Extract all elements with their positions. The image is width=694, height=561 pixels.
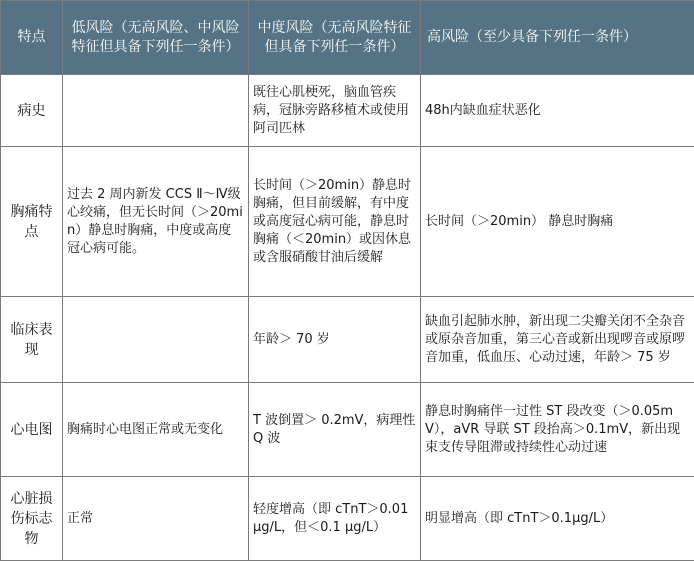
table-row	[1, 147, 694, 297]
cell-chest-pain-medium: 长时间（＞20min）静息时胸痛，但目前缓解，有中度或高度冠心病可能，静息时胸痛（＜20min）或因休息或含服硝酸甘油后缓解	[249, 147, 421, 297]
row-label-ecg: 心电图	[1, 383, 63, 477]
cell-marker-medium: 轻度增高（即 cTnT＞0.01μg/L，但＜0.1 μg/L）	[249, 477, 421, 561]
cell-clinical-low	[63, 297, 249, 383]
cell-marker-high: 明显增高（即 cTnT＞0.1μg/L）	[421, 477, 694, 561]
header-row	[1, 1, 694, 75]
table-row	[1, 75, 694, 147]
cell-chest-pain-high: 长时间（＞20min） 静息时胸痛	[421, 147, 694, 297]
cell-chest-pain-low: 过去 2 周内新发 CCS Ⅱ～Ⅳ级心绞痛，但无长时间（＞20min）静息时胸痛，中度或高度冠心病可能。	[63, 147, 249, 297]
row-label-cardiac-marker: 心脏损伤标志物	[1, 477, 63, 561]
cell-history-medium: 既往心肌梗死，脑血管疾病，冠脉旁路移植术或使用阿司匹林	[249, 75, 421, 147]
cell-ecg-high: 静息时胸痛伴一过性 ST 段改变（＞0.05mV），aVR 导联 ST 段抬高＞0.1mV，新出现束支传导阻滞或持续性心动过速	[421, 383, 694, 477]
header-medium-risk: 中度风险（无高风险特征但具备下列任一条件）	[249, 1, 421, 75]
cell-history-low	[63, 75, 249, 147]
header-feature: 特点	[1, 1, 63, 75]
cell-clinical-high: 缺血引起肺水肿，新出现二尖瓣关闭不全杂音或原杂音加重，第三心音或新出现啰音或原啰音加重，低血压、心动过速，年龄＞ 75 岁	[421, 297, 694, 383]
header-low-risk: 低风险（无高风险、中风险特征但具备下列任一条件）	[63, 1, 249, 75]
row-label-chest-pain: 胸痛特点	[1, 147, 63, 297]
cell-clinical-medium: 年龄＞ 70 岁	[249, 297, 421, 383]
row-label-clinical: 临床表现	[1, 297, 63, 383]
cell-history-high: 48h内缺血症状恶化	[421, 75, 694, 147]
cell-ecg-low: 胸痛时心电图正常或无变化	[63, 383, 249, 477]
table-row	[1, 477, 694, 561]
header-high-risk: 高风险（至少具备下列任一条件）	[421, 1, 694, 75]
table-row	[1, 297, 694, 383]
cell-ecg-medium: T 波倒置＞ 0.2mV，病理性 Q 波	[249, 383, 421, 477]
cell-marker-low: 正常	[63, 477, 249, 561]
row-label-history: 病史	[1, 75, 63, 147]
table-row	[1, 383, 694, 477]
